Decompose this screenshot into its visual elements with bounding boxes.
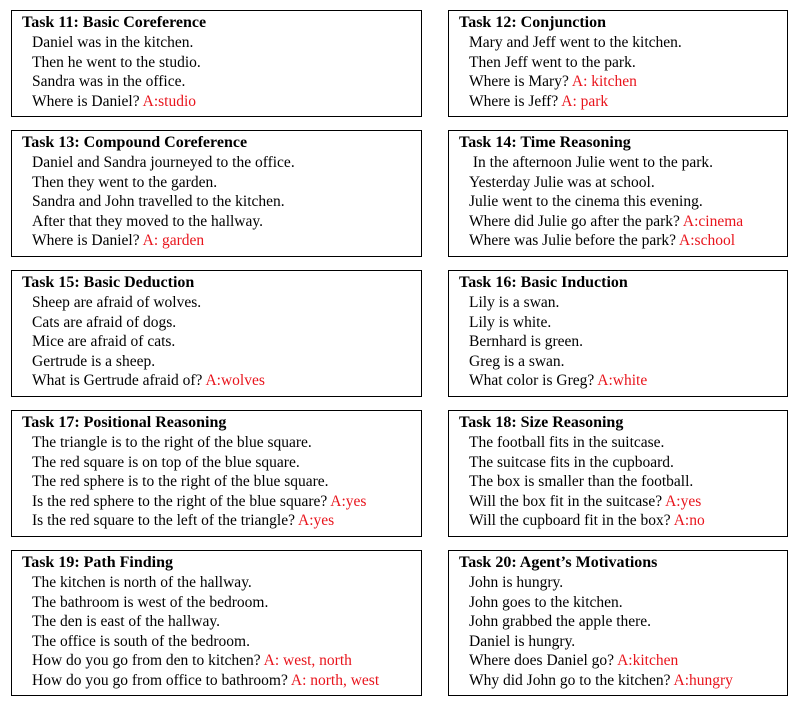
story-line: Daniel is hungry. [469, 632, 576, 650]
question-line [469, 212, 743, 232]
story-line: Julie went to the cinema this evening. [469, 193, 703, 210]
task-19-box [11, 550, 422, 696]
task-title: Task 17: Positional Reasoning [22, 414, 227, 431]
answer: A:white [597, 372, 648, 389]
story-line: Then he went to the studio. [32, 53, 201, 71]
answer: A:hungry [673, 671, 733, 689]
question-line [469, 492, 705, 512]
answer: A:kitchen [617, 652, 679, 669]
story-line: Daniel and Sandra journeyed to the office. [32, 154, 295, 171]
story-line: Then they went to the garden. [32, 173, 218, 191]
task-title: Task 20: Agent’s Motivations [459, 554, 658, 571]
story-line: The den is east of the hallway. [32, 613, 220, 630]
story-line: Mice are afraid of cats. [32, 333, 176, 350]
story-line: Sandra was in the office. [32, 73, 186, 90]
story-line: Lily is a swan. [469, 294, 560, 311]
answer: A:no [673, 512, 705, 529]
answer: A:yes [330, 492, 367, 510]
story-line: Sheep are afraid of wolves. [32, 294, 202, 311]
question: Why did John go to the kitchen? [469, 671, 671, 689]
story-line: The kitchen is north of the hallway. [32, 574, 252, 591]
story-line: John grabbed the apple there. [469, 613, 652, 630]
answer: A:wolves [205, 372, 265, 389]
story-line: In the afternoon Julie went to the park. [469, 154, 714, 171]
question-line [32, 511, 366, 531]
story-line: Daniel was in the kitchen. [32, 34, 194, 51]
question: How do you go from den to kitchen? [32, 652, 261, 669]
task-12-box [448, 10, 788, 117]
story-line: The office is south of the bedroom. [32, 632, 250, 650]
question: Is the red square to the left of the triangle? [32, 512, 295, 529]
story-line: The suitcase fits in the cupboard. [469, 453, 674, 471]
task-title: Task 12: Conjunction [459, 14, 607, 31]
question-line [32, 231, 295, 251]
question-line [469, 231, 743, 251]
question-line [32, 92, 201, 112]
question: Will the box fit in the suitcase? [469, 492, 663, 510]
task-title: Task 18: Size Reasoning [459, 414, 624, 431]
question: What is Gertrude afraid of? [32, 372, 203, 389]
question-line [469, 511, 705, 531]
question-line [469, 671, 733, 691]
task-11-box [11, 10, 422, 117]
story-line: Gertrude is a sheep. [32, 352, 156, 370]
answer: A: garden [142, 232, 205, 249]
question: How do you go from office to bathroom? [32, 671, 288, 689]
story-line: The triangle is to the right of the blue square. [32, 434, 312, 451]
task-14-box [448, 130, 788, 257]
story-line: The red sphere is to the right of the blue square. [32, 473, 329, 490]
task-title: Task 16: Basic Induction [459, 274, 628, 291]
question-line [32, 651, 379, 671]
story-line: Bernhard is green. [469, 333, 584, 350]
answer: A: west, north [263, 652, 352, 669]
task-16-box [448, 270, 788, 397]
question-line [32, 371, 265, 391]
answer: A:cinema [682, 212, 744, 230]
question-line [469, 72, 682, 92]
question-line [469, 651, 733, 671]
task-title: Task 14: Time Reasoning [459, 134, 631, 151]
answer: A:school [679, 232, 735, 249]
story-line: Cats are afraid of dogs. [32, 313, 177, 331]
question: Where was Julie before the park? [469, 232, 676, 249]
story-line: Yesterday Julie was at school. [469, 173, 655, 191]
question: Will the cupboard fit in the box? [469, 512, 671, 529]
story-line: The box is smaller than the football. [469, 473, 694, 490]
question: Is the red sphere to the right of the blue square? [32, 492, 328, 510]
story-line: After that they moved to the hallway. [32, 212, 263, 230]
task-title: Task 15: Basic Deduction [22, 274, 195, 291]
question-line [469, 371, 647, 391]
question: Where is Mary? [469, 73, 569, 90]
answer: A: park [561, 92, 609, 110]
story-line: The football fits in the suitcase. [469, 434, 665, 451]
question-line [32, 492, 366, 512]
question: Where did Julie go after the park? [469, 212, 680, 230]
story-line: The bathroom is west of the bedroom. [32, 593, 269, 611]
answer: A:studio [142, 92, 197, 110]
question-line [32, 671, 379, 691]
task-18-box [448, 410, 788, 537]
story-line: The red square is on top of the blue square. [32, 453, 300, 471]
task-15-box [11, 270, 422, 397]
question: Where is Jeff? [469, 92, 559, 110]
task-17-box [11, 410, 422, 537]
question-line [469, 92, 682, 112]
story-line: Greg is a swan. [469, 352, 565, 370]
answer: A:yes [665, 492, 702, 510]
question: Where is Daniel? [32, 232, 140, 249]
answer: A: north, west [290, 671, 380, 689]
story-line: Sandra and John travelled to the kitchen. [32, 193, 285, 210]
question: Where does Daniel go? [469, 652, 615, 669]
task-20-box [448, 550, 788, 696]
task-title: Task 13: Compound Coreference [22, 134, 248, 151]
answer: A:yes [298, 512, 335, 529]
task-title: Task 19: Path Finding [22, 554, 174, 571]
answer: A: kitchen [571, 73, 637, 90]
question: Where is Daniel? [32, 92, 140, 110]
story-line: Then Jeff went to the park. [469, 53, 636, 71]
story-line: Mary and Jeff went to the kitchen. [469, 34, 682, 51]
story-line: Lily is white. [469, 313, 552, 331]
story-line: John goes to the kitchen. [469, 593, 623, 611]
task-title: Task 11: Basic Coreference [22, 14, 207, 31]
story-line: John is hungry. [469, 574, 564, 591]
question: What color is Greg? [469, 372, 595, 389]
task-13-box [11, 130, 422, 257]
